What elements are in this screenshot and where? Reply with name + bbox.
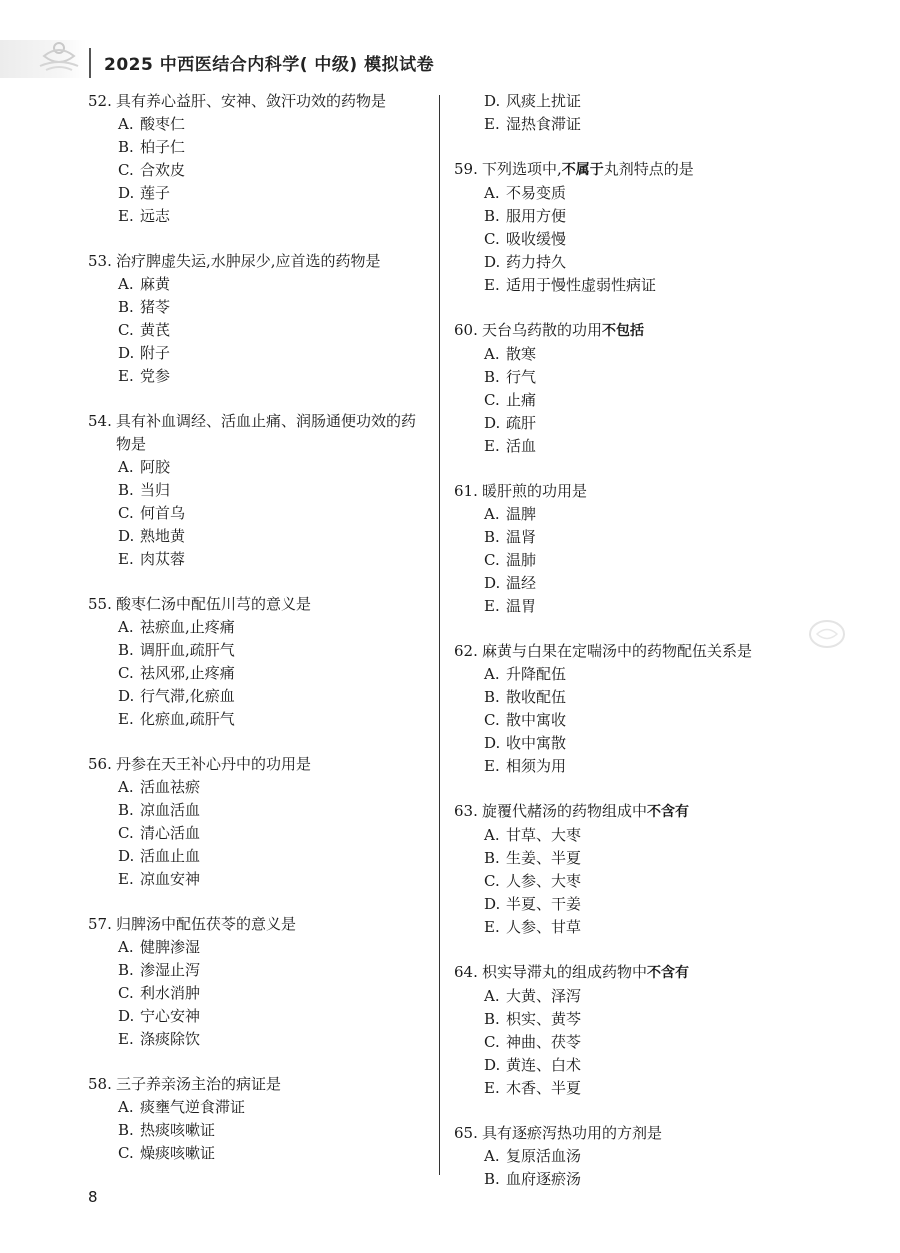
option-letter: D. xyxy=(484,1056,501,1074)
question-number: 57. xyxy=(88,915,112,933)
question-text xyxy=(116,593,428,616)
option-letter: D. xyxy=(118,344,135,362)
question-stem xyxy=(88,410,428,456)
option-text: 人参、甘草 xyxy=(506,918,582,936)
option-text: 温肾 xyxy=(506,528,537,546)
option-letter: A. xyxy=(118,938,134,956)
option-letter: E. xyxy=(484,115,500,133)
answer-option xyxy=(454,251,854,274)
option-letter: E. xyxy=(118,207,134,225)
answer-option xyxy=(88,616,428,639)
answer-option xyxy=(88,159,428,182)
option-letter: B. xyxy=(118,801,134,819)
option-text: 吸收缓慢 xyxy=(506,230,567,248)
option-letter: A. xyxy=(118,458,134,476)
answer-option xyxy=(454,343,854,366)
answer-option xyxy=(454,1077,854,1100)
question-stem xyxy=(454,961,854,985)
option-letter: B. xyxy=(484,528,500,546)
question-text xyxy=(482,1122,854,1145)
stem-segment: 三子养亲汤主治的病证是 xyxy=(116,1075,282,1093)
option-text: 湿热食滞证 xyxy=(506,115,582,133)
question-text xyxy=(482,480,854,503)
answer-option xyxy=(88,959,428,982)
answer-option xyxy=(88,845,428,868)
stem-segment: 枳实导滞丸的组成药物中 xyxy=(482,963,648,981)
answer-option xyxy=(88,822,428,845)
answer-option xyxy=(454,90,854,113)
question-number: 54. xyxy=(88,412,112,430)
option-letter: B. xyxy=(484,688,500,706)
option-letter: C. xyxy=(484,872,500,890)
option-text: 附子 xyxy=(140,344,171,362)
emphasis-text: 不含有 xyxy=(647,804,690,820)
question-block xyxy=(88,90,428,228)
option-text: 涤痰除饮 xyxy=(140,1030,201,1048)
answer-option xyxy=(88,205,428,228)
option-text: 复原活血汤 xyxy=(506,1147,582,1165)
option-letter: B. xyxy=(484,1010,500,1028)
option-text: 痰壅气逆食滞证 xyxy=(140,1098,246,1116)
option-text: 热痰咳嗽证 xyxy=(140,1121,216,1139)
option-text: 温脾 xyxy=(506,505,537,523)
option-letter: D. xyxy=(484,414,501,432)
answer-option xyxy=(454,732,854,755)
question-text xyxy=(482,319,854,343)
question-block xyxy=(88,1073,428,1165)
answer-option xyxy=(88,799,428,822)
option-letter: D. xyxy=(118,687,135,705)
question-continuation xyxy=(454,90,854,136)
stem-segment: 旋覆代赭汤的药物组成中 xyxy=(482,802,648,820)
option-letter: A. xyxy=(118,778,134,796)
option-text: 黄芪 xyxy=(140,321,171,339)
question-block xyxy=(88,410,428,571)
stem-segment: 具有养心益肝、安神、敛汗功效的药物是 xyxy=(116,92,387,110)
emphasis-text: 不属于 xyxy=(561,162,604,178)
option-text: 燥痰咳嗽证 xyxy=(140,1144,216,1162)
question-stem xyxy=(454,319,854,343)
answer-option xyxy=(88,502,428,525)
option-letter: C. xyxy=(118,824,134,842)
option-text: 祛风邪,止疼痛 xyxy=(140,664,235,682)
option-letter: A. xyxy=(118,275,134,293)
option-letter: B. xyxy=(118,138,134,156)
option-text: 活血祛瘀 xyxy=(140,778,201,796)
option-text: 熟地黄 xyxy=(140,527,186,545)
option-letter: A. xyxy=(484,987,500,1005)
question-text xyxy=(116,90,428,113)
answer-option xyxy=(88,548,428,571)
option-text: 莲子 xyxy=(140,184,171,202)
answer-option xyxy=(88,982,428,1005)
option-text: 当归 xyxy=(140,481,171,499)
question-stem xyxy=(88,1073,428,1096)
question-stem xyxy=(454,480,854,503)
option-text: 行气滞,化瘀血 xyxy=(140,687,235,705)
question-number: 55. xyxy=(88,595,112,613)
option-letter: E. xyxy=(118,710,134,728)
answer-option xyxy=(88,1028,428,1051)
option-letter: B. xyxy=(118,961,134,979)
answer-option xyxy=(88,708,428,731)
option-letter: A. xyxy=(484,184,500,202)
option-letter: B. xyxy=(484,849,500,867)
option-text: 温经 xyxy=(506,574,537,592)
answer-option xyxy=(454,182,854,205)
option-letter: D. xyxy=(484,574,501,592)
answer-option xyxy=(88,868,428,891)
answer-option xyxy=(454,847,854,870)
option-text: 化瘀血,疏肝气 xyxy=(140,710,235,728)
option-letter: C. xyxy=(118,1144,134,1162)
question-text xyxy=(116,913,428,936)
option-text: 活血 xyxy=(506,437,537,455)
stem-segment: 天台乌药散的功用 xyxy=(482,321,603,339)
answer-option xyxy=(454,274,854,297)
option-text: 服用方便 xyxy=(506,207,567,225)
question-number: 59. xyxy=(454,160,478,178)
option-text: 散收配伍 xyxy=(506,688,567,706)
answer-option xyxy=(88,296,428,319)
answer-option xyxy=(88,456,428,479)
question-number: 61. xyxy=(454,482,478,500)
question-text xyxy=(482,158,854,182)
option-text: 疏肝 xyxy=(506,414,537,432)
option-letter: A. xyxy=(484,826,500,844)
option-text: 血府逐瘀汤 xyxy=(506,1170,582,1188)
question-text xyxy=(116,250,428,273)
option-letter: A. xyxy=(484,665,500,683)
question-number: 58. xyxy=(88,1075,112,1093)
answer-option xyxy=(454,1168,854,1191)
question-number: 63. xyxy=(454,802,478,820)
question-block xyxy=(88,250,428,388)
answer-option xyxy=(454,1031,854,1054)
answer-option xyxy=(88,319,428,342)
question-number: 62. xyxy=(454,642,478,660)
header-rule xyxy=(89,48,91,78)
question-text xyxy=(482,640,854,663)
option-letter: C. xyxy=(484,1033,500,1051)
option-text: 远志 xyxy=(140,207,171,225)
answer-option xyxy=(88,1096,428,1119)
option-letter: B. xyxy=(484,368,500,386)
option-letter: A. xyxy=(118,115,134,133)
page-number: 8 xyxy=(88,1188,98,1206)
option-text: 药力持久 xyxy=(506,253,567,271)
emphasis-text: 不含有 xyxy=(647,965,690,981)
question-block xyxy=(88,913,428,1051)
option-letter: C. xyxy=(118,984,134,1002)
answer-option xyxy=(88,113,428,136)
answer-option xyxy=(454,572,854,595)
option-letter: C. xyxy=(118,161,134,179)
option-letter: C. xyxy=(484,391,500,409)
option-text: 祛瘀血,止疼痛 xyxy=(140,618,235,636)
stem-segment: 暖肝煎的功用是 xyxy=(482,482,588,500)
option-letter: D. xyxy=(484,895,501,913)
answer-option xyxy=(88,525,428,548)
option-text: 猪苓 xyxy=(140,298,171,316)
question-number: 60. xyxy=(454,321,478,339)
answer-option xyxy=(454,228,854,251)
stem-segment: 具有补血调经、活血止痛、润肠通便功效的药物是 xyxy=(116,412,417,453)
option-letter: E. xyxy=(118,1030,134,1048)
option-letter: C. xyxy=(484,711,500,729)
answer-option xyxy=(454,205,854,228)
stem-segment: 下列选项中, xyxy=(482,160,562,178)
question-stem xyxy=(88,593,428,616)
option-letter: B. xyxy=(118,641,134,659)
answer-option xyxy=(454,1008,854,1031)
option-letter: B. xyxy=(118,1121,134,1139)
answer-option xyxy=(454,824,854,847)
page-title: 2025 中西医结合内科学( 中级) 模拟试卷 xyxy=(104,55,435,75)
option-letter: A. xyxy=(118,1098,134,1116)
question-block xyxy=(454,1122,854,1191)
answer-option xyxy=(88,639,428,662)
option-text: 清心活血 xyxy=(140,824,201,842)
column-divider xyxy=(439,95,440,1175)
option-letter: D. xyxy=(118,1007,135,1025)
option-text: 升降配伍 xyxy=(506,665,567,683)
question-stem xyxy=(88,753,428,776)
option-letter: D. xyxy=(484,734,501,752)
answer-option xyxy=(454,595,854,618)
stem-segment: 丹参在天王补心丹中的功用是 xyxy=(116,755,312,773)
option-letter: D. xyxy=(484,92,501,110)
answer-option xyxy=(454,526,854,549)
question-block xyxy=(88,753,428,891)
question-block xyxy=(454,158,854,297)
answer-option xyxy=(454,663,854,686)
option-letter: C. xyxy=(484,551,500,569)
option-letter: B. xyxy=(484,1170,500,1188)
answer-option xyxy=(88,182,428,205)
question-number: 52. xyxy=(88,92,112,110)
option-text: 人参、大枣 xyxy=(506,872,582,890)
option-letter: E. xyxy=(118,550,134,568)
question-stem xyxy=(88,913,428,936)
question-stem xyxy=(454,158,854,182)
option-letter: E. xyxy=(484,918,500,936)
question-stem xyxy=(88,90,428,113)
answer-option xyxy=(88,1119,428,1142)
option-text: 风痰上扰证 xyxy=(506,92,582,110)
option-text: 行气 xyxy=(506,368,537,386)
option-text: 适用于慢性虚弱性病证 xyxy=(506,276,657,294)
option-letter: D. xyxy=(484,253,501,271)
answer-option xyxy=(454,113,854,136)
right-column xyxy=(454,90,854,1213)
question-number: 65. xyxy=(454,1124,478,1142)
option-letter: E. xyxy=(484,437,500,455)
option-text: 大黄、泽泻 xyxy=(506,987,582,1005)
option-text: 肉苁蓉 xyxy=(140,550,186,568)
publisher-logo-icon xyxy=(36,36,82,76)
option-text: 凉血安神 xyxy=(140,870,201,888)
option-text: 神曲、茯苓 xyxy=(506,1033,582,1051)
option-text: 阿胶 xyxy=(140,458,171,476)
answer-option xyxy=(454,870,854,893)
option-letter: C. xyxy=(118,504,134,522)
option-letter: E. xyxy=(118,367,134,385)
option-letter: D. xyxy=(118,847,135,865)
question-text xyxy=(116,753,428,776)
option-text: 温胃 xyxy=(506,597,537,615)
option-text: 黄连、白术 xyxy=(506,1056,582,1074)
answer-option xyxy=(88,273,428,296)
option-text: 酸枣仁 xyxy=(140,115,186,133)
option-text: 相须为用 xyxy=(506,757,567,775)
answer-option xyxy=(454,916,854,939)
answer-option xyxy=(454,389,854,412)
option-text: 健脾渗湿 xyxy=(140,938,201,956)
option-text: 调肝血,疏肝气 xyxy=(140,641,235,659)
answer-option xyxy=(88,685,428,708)
option-letter: A. xyxy=(484,505,500,523)
option-text: 散中寓收 xyxy=(506,711,567,729)
option-letter: E. xyxy=(484,1079,500,1097)
answer-option xyxy=(454,1054,854,1077)
answer-option xyxy=(454,686,854,709)
question-block xyxy=(454,640,854,778)
option-letter: D. xyxy=(118,184,135,202)
question-number: 53. xyxy=(88,252,112,270)
option-letter: A. xyxy=(484,345,500,363)
option-letter: E. xyxy=(484,597,500,615)
question-text xyxy=(482,800,854,824)
option-text: 半夏、干姜 xyxy=(506,895,582,913)
question-stem xyxy=(454,640,854,663)
option-text: 收中寓散 xyxy=(506,734,567,752)
answer-option xyxy=(454,985,854,1008)
option-letter: A. xyxy=(484,1147,500,1165)
option-letter: C. xyxy=(484,230,500,248)
answer-option xyxy=(88,936,428,959)
option-text: 何首乌 xyxy=(140,504,186,522)
option-text: 活血止血 xyxy=(140,847,201,865)
question-block xyxy=(454,480,854,618)
option-letter: C. xyxy=(118,664,134,682)
option-letter: B. xyxy=(484,207,500,225)
option-text: 宁心安神 xyxy=(140,1007,201,1025)
option-letter: C. xyxy=(118,321,134,339)
answer-option xyxy=(454,549,854,572)
option-text: 散寒 xyxy=(506,345,537,363)
option-text: 渗湿止泻 xyxy=(140,961,201,979)
answer-option xyxy=(454,893,854,916)
question-stem xyxy=(454,800,854,824)
answer-option xyxy=(88,342,428,365)
question-text xyxy=(116,410,428,456)
stem-segment: 治疗脾虚失运,水肿尿少,应首选的药物是 xyxy=(116,252,381,270)
answer-option xyxy=(454,503,854,526)
option-letter: A. xyxy=(118,618,134,636)
stem-segment: 麻黄与白果在定喘汤中的药物配伍关系是 xyxy=(482,642,753,660)
option-text: 不易变质 xyxy=(506,184,567,202)
stem-segment: 丸剂特点的是 xyxy=(603,160,694,178)
answer-option xyxy=(454,1145,854,1168)
answer-option xyxy=(454,755,854,778)
question-block xyxy=(454,800,854,939)
option-text: 枳实、黄芩 xyxy=(506,1010,582,1028)
answer-option xyxy=(88,776,428,799)
option-text: 党参 xyxy=(140,367,171,385)
stem-segment: 归脾汤中配伍茯苓的意义是 xyxy=(116,915,297,933)
question-block xyxy=(454,961,854,1100)
answer-option xyxy=(88,365,428,388)
watermark-icon xyxy=(807,617,847,651)
question-block xyxy=(454,319,854,458)
option-letter: E. xyxy=(118,870,134,888)
question-text xyxy=(482,961,854,985)
question-stem xyxy=(88,250,428,273)
stem-segment: 酸枣仁汤中配伍川芎的意义是 xyxy=(116,595,312,613)
option-text: 生姜、半夏 xyxy=(506,849,582,867)
answer-option xyxy=(88,1142,428,1165)
left-column xyxy=(88,90,428,1187)
answer-option xyxy=(454,366,854,389)
option-letter: D. xyxy=(118,527,135,545)
option-text: 利水消肿 xyxy=(140,984,201,1002)
option-text: 凉血活血 xyxy=(140,801,201,819)
option-text: 止痛 xyxy=(506,391,537,409)
question-stem xyxy=(454,1122,854,1145)
option-text: 麻黄 xyxy=(140,275,171,293)
option-letter: E. xyxy=(484,757,500,775)
question-block xyxy=(88,593,428,731)
answer-option xyxy=(454,435,854,458)
emphasis-text: 不包括 xyxy=(602,323,645,339)
option-text: 柏子仁 xyxy=(140,138,186,156)
question-number: 56. xyxy=(88,755,112,773)
answer-option xyxy=(454,412,854,435)
option-text: 温肺 xyxy=(506,551,537,569)
page-header xyxy=(0,40,900,80)
option-letter: E. xyxy=(484,276,500,294)
option-text: 合欢皮 xyxy=(140,161,186,179)
stem-segment: 具有逐瘀泻热功用的方剂是 xyxy=(482,1124,663,1142)
answer-option xyxy=(88,479,428,502)
question-number: 64. xyxy=(454,963,478,981)
answer-option xyxy=(88,1005,428,1028)
answer-option xyxy=(454,709,854,732)
option-letter: B. xyxy=(118,298,134,316)
option-text: 木香、半夏 xyxy=(506,1079,582,1097)
answer-option xyxy=(88,662,428,685)
question-text xyxy=(116,1073,428,1096)
option-text: 甘草、大枣 xyxy=(506,826,582,844)
answer-option xyxy=(88,136,428,159)
option-letter: B. xyxy=(118,481,134,499)
